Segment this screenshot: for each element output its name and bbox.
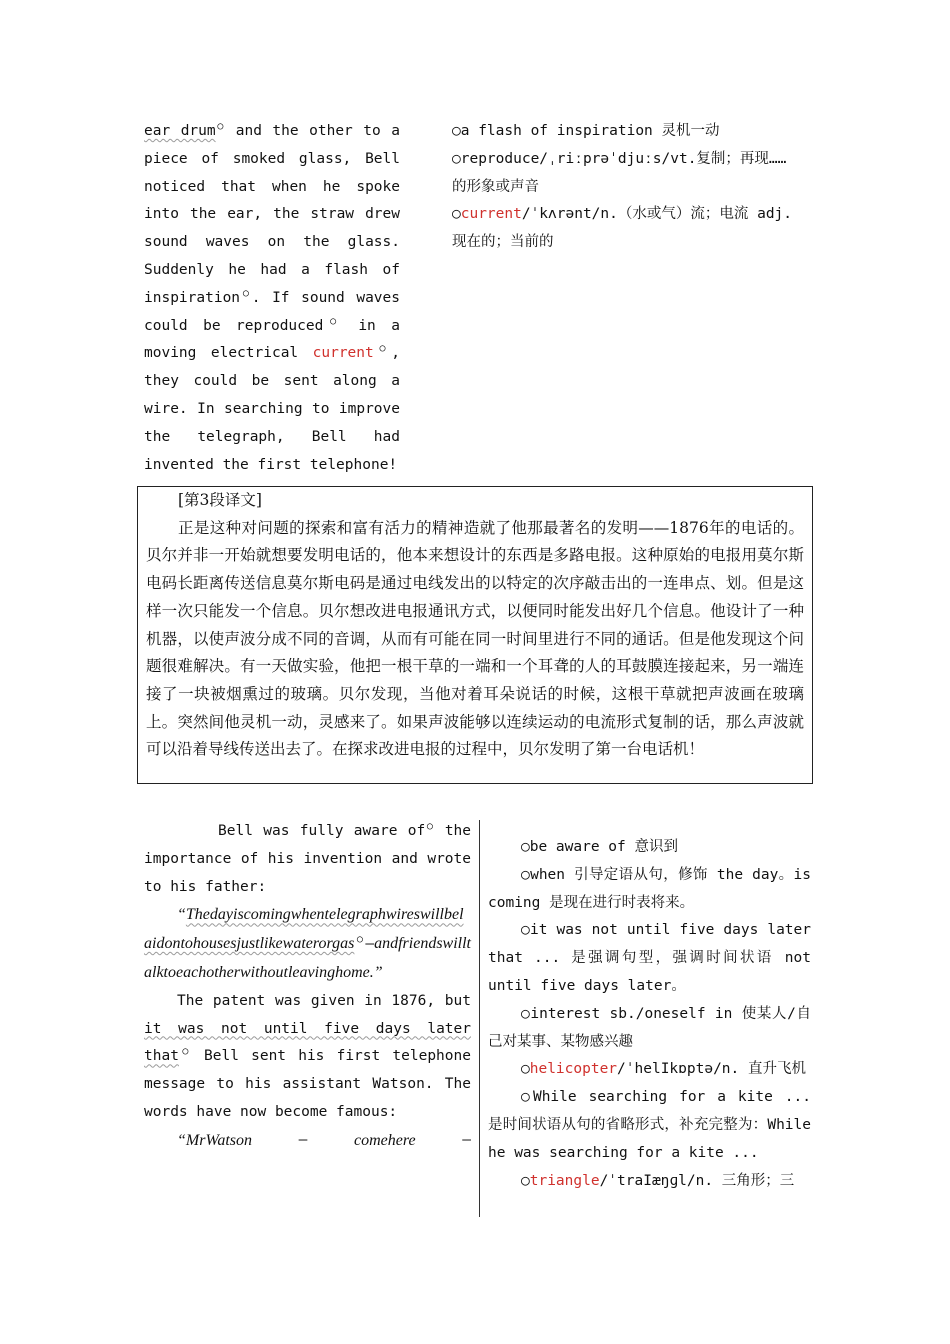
- note-marker: ○: [215, 121, 226, 133]
- translation-body: 正是这种对问题的探索和富有活力的精神造就了他那最著名的发明——1876年的电话的。贝尔并非一开始就想要发明电话的，他本来想设计的东西是多路电报。这种原始的电报用莫尔斯电码长距离传送信息莫尔斯电码是通过电线发出的以特定的次序敲击出的一连串点、划。但是这样一次只能发一个信息。贝尔想改进电报通讯方式，以便同时能发出好几个信息。他设计了一种机器，以使声波分成不同的音调，从而有可能在同一时间里进行不同的通话。但是他发现这个问题很难解决。有一天做实验，他把一根干草的一端和一个耳聋的人的耳鼓膜连接起来，另一端连接了一块被烟熏过的玻璃。贝尔发现，当他对着耳朵说话的时候，这根干草就把声波画在玻璃上。突然间他灵机一动，灵感来了。如果声波能够以连续运动的电流形式复制的话，那么声波就可以沿着导线传送出去了。在探求改进电报的过程中，贝尔发明了第一台电话机！: [146, 518, 804, 759]
- passage-2-para-2: The patent was given in 1876, but it was not until five days later that○ Bell sent his first telephone message to his assistant Watson. The words have now become famous:: [144, 992, 471, 1120]
- passage-2-para-1: Bell was fully aware of○ the importance of his invention and wrote to his father:: [144, 821, 472, 895]
- quote-1-text-a: Thedayiscomingwhentelegraphwireswillbelaidontohousesjustlikewaterorgas: [144, 906, 464, 953]
- note-helicopter: ○helicopter/ˈhelIkɒptə/n. 直升飞机: [521, 1061, 806, 1078]
- note-reproduce: ○reproduce/ˌriːprəˈdjuːs/vt.复制；再现……的形象或声音: [452, 150, 787, 195]
- notes-2: [488, 834, 811, 1195]
- not-until-phrase: it was not until five days later that: [144, 1020, 471, 1065]
- notes-1: [452, 118, 797, 257]
- note-when-clause: ○when 引导定语从句，修饰 the day。is coming 是现在进行时表将来。: [488, 866, 811, 911]
- note-marker: ○: [425, 821, 435, 833]
- aware-of-phrase: aware of: [353, 823, 426, 839]
- note-flash-of-inspiration: ○a flash of inspiration 灵机一动: [452, 123, 720, 139]
- triangle-keyword: triangle: [529, 1172, 600, 1189]
- ear-drum-phrase: ear drum: [144, 123, 216, 139]
- passage-2-text: [144, 818, 471, 1156]
- note-while-searching: ○While searching for a kite ... 是时间状语从句的省略形式，补充完整为：While he was searching for a kite ...: [488, 1089, 811, 1161]
- translation-heading: [第3段译文]: [178, 491, 262, 509]
- quote-1: “Thedayiscomingwhentelegraphwireswillbelaidontohousesjustlikewaterorgas○—andfriendswilltalktoeachotherwithoutleavinghome.”: [144, 906, 471, 981]
- note-triangle: ○triangle/ˈtraIæŋɡl/n. 三角形；三: [521, 1172, 795, 1189]
- quote-1-text-b: andfriendswilltalktoeachotherwithoutleavinghome: [144, 935, 471, 981]
- quote-2: “MrWatson — comehere —: [177, 1131, 471, 1149]
- passage-text: in a moving electrical: [144, 317, 400, 362]
- passage-text: and the other to a piece of smoked glass, Bell noticed that when he spoke into the ear, the straw drew sound waves on the glass. Suddenly he had a flash of: [144, 123, 400, 278]
- note-not-until: ○it was not until five days later that ... 是强调句型，强调时间状语 not until five days later。: [488, 922, 811, 994]
- passage-text: , they could be sent along a wire. In searching to improve the telegraph, Bell had invented the first telephone!: [144, 345, 400, 473]
- current-keyword: current: [460, 206, 522, 223]
- note-interest: ○interest sb./oneself in 使某人/自己对某事、某物感兴趣: [488, 1005, 811, 1050]
- reproduced-word: reproduced: [236, 317, 324, 334]
- helicopter-keyword: helicopter: [529, 1061, 618, 1078]
- note-marker: ○: [323, 315, 343, 327]
- passage-text: . If sound waves could be: [144, 289, 400, 334]
- inspiration-word: inspiration: [144, 289, 241, 306]
- note-marker: ○: [240, 287, 252, 299]
- current-word: current: [312, 345, 374, 362]
- translation-box: [137, 486, 813, 784]
- note-marker: ○: [373, 343, 392, 355]
- passage-1-text: [144, 118, 400, 479]
- note-be-aware-of: ○be aware of 意识到: [521, 839, 678, 855]
- column-divider: [479, 820, 480, 1217]
- note-current: ○current/ˈkʌrənt/n.（水或气）流；电流 adj.现在的；当前的: [452, 206, 793, 251]
